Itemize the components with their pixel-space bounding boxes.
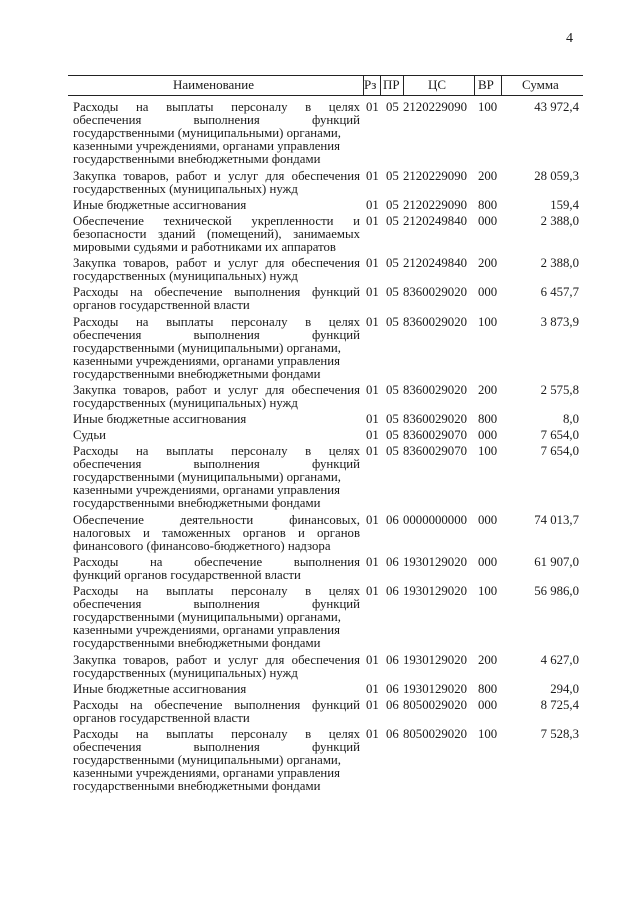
header-rz: Рз: [364, 77, 377, 92]
row-name-line: Закупка товаров, работ и услуг для обеспечения: [73, 168, 360, 183]
row-name: [73, 556, 360, 582]
row-name-line: Расходы на выплаты персоналу в целях: [73, 584, 360, 599]
row-name-line: Иные бюджетные ассигнования: [73, 412, 247, 427]
row-name: [73, 585, 360, 650]
row-name: [73, 429, 360, 442]
row-name-line: безопасности зданий (помещений), занимаемых: [73, 226, 360, 241]
row-name-line: государственных (муниципальных) нужд: [73, 665, 298, 680]
row-rz: 01: [366, 727, 379, 742]
header-cs: ЦС: [428, 77, 447, 92]
row-name-line: государственных (муниципальных) нужд: [73, 181, 298, 196]
table-header-rule: [68, 95, 583, 96]
row-rz: 01: [366, 100, 379, 114]
row-name: [73, 286, 360, 312]
row-rz: 01: [366, 682, 379, 697]
row-sum: 294,0: [550, 682, 579, 697]
row-name-line: обеспечения выполнения функций: [73, 327, 360, 342]
row-name: [73, 654, 360, 680]
row-pr: 06: [386, 698, 399, 713]
row-name: [73, 683, 360, 696]
row-cs: 2120249840: [403, 256, 467, 271]
row-name: [73, 170, 360, 196]
row-name: [73, 413, 360, 426]
row-rz: 01: [366, 428, 379, 443]
column-divider: [403, 76, 404, 95]
row-rz: 01: [366, 168, 379, 183]
row-cs: 2120229090: [403, 100, 467, 114]
row-sum: 4 627,0: [540, 652, 579, 667]
row-sum: 61 907,0: [534, 555, 579, 570]
row-vr: 000: [478, 555, 498, 570]
row-pr: 06: [386, 727, 399, 742]
row-name: [73, 384, 360, 410]
row-name-line: казенными учреждениями, органами управления: [73, 353, 340, 368]
row-name-line: Обеспечение технической укрепленности и: [73, 213, 360, 228]
row-vr: 200: [478, 168, 498, 183]
row-vr: 100: [478, 584, 498, 599]
row-cs: 0000000000: [403, 512, 467, 527]
row-name-line: Расходы на выплаты персоналу в целях: [73, 100, 360, 114]
row-pr: 05: [386, 197, 399, 212]
row-name-line: государственных (муниципальных) нужд: [73, 396, 298, 410]
row-sum: 74 013,7: [534, 512, 579, 527]
row-cs: 1930129020: [403, 682, 467, 697]
row-pr: 06: [386, 652, 399, 667]
row-name-line: государственными (муниципальными) органами,: [73, 470, 341, 485]
row-pr: 05: [386, 428, 399, 443]
row-name-line: Закупка товаров, работ и услуг для обеспечения: [73, 256, 360, 271]
row-name-line: государственными (муниципальными) органами,: [73, 753, 341, 768]
row-sum: 159,4: [550, 197, 579, 212]
row-sum: 56 986,0: [534, 584, 579, 599]
row-sum: 7 528,3: [540, 727, 579, 742]
row-sum: 2 388,0: [540, 256, 579, 271]
row-pr: 06: [386, 555, 399, 570]
header-vr: ВР: [478, 77, 494, 92]
row-name-line: Расходы на выплаты персоналу в целях: [73, 314, 360, 329]
row-sum: 6 457,7: [540, 285, 579, 300]
row-pr: 05: [386, 256, 399, 271]
row-vr: 000: [478, 213, 498, 228]
row-name: [73, 199, 360, 212]
row-rz: 01: [366, 197, 379, 212]
row-cs: 1930129020: [403, 652, 467, 667]
row-cs: 1930129020: [403, 584, 467, 599]
row-rz: 01: [366, 584, 379, 599]
row-name-line: обеспечения выполнения функций: [73, 457, 360, 472]
row-name-line: Иные бюджетные ассигнования: [73, 682, 247, 697]
row-vr: 000: [478, 698, 498, 713]
row-rz: 01: [366, 285, 379, 300]
row-sum: 43 972,4: [534, 100, 579, 114]
row-vr: 800: [478, 682, 498, 697]
row-vr: 000: [478, 285, 498, 300]
row-name-line: Расходы на выплаты персоналу в целях: [73, 727, 360, 742]
row-name-line: налоговых и таможенных органов и органов: [73, 525, 360, 540]
row-name: [73, 445, 360, 510]
row-sum: 7 654,0: [540, 428, 579, 443]
row-name-line: Расходы на обеспечение выполнения: [73, 555, 360, 570]
row-vr: 800: [478, 197, 498, 212]
row-name-line: Закупка товаров, работ и услуг для обеспечения: [73, 652, 360, 667]
row-vr: 200: [478, 256, 498, 271]
row-name-line: казенными учреждениями, органами управления: [73, 483, 340, 498]
row-name-line: государственными (муниципальными) органами,: [73, 610, 341, 625]
row-name-line: Расходы на обеспечение выполнения функций: [73, 698, 360, 713]
row-name: [73, 316, 360, 381]
row-cs: 8050029020: [403, 727, 467, 742]
row-sum: 28 059,3: [534, 168, 579, 183]
row-cs: 1930129020: [403, 555, 467, 570]
row-name-line: обеспечения выполнения функций: [73, 740, 360, 755]
row-pr: 06: [386, 584, 399, 599]
header-sum: Сумма: [522, 77, 559, 92]
row-name: [73, 514, 360, 553]
row-name: [73, 699, 360, 725]
row-pr: 05: [386, 314, 399, 329]
row-vr: 000: [478, 512, 498, 527]
page-number: 4: [566, 31, 573, 46]
row-name-line: Судьи: [73, 428, 107, 443]
row-pr: 05: [386, 383, 399, 397]
row-name-line: казенными учреждениями, органами управления: [73, 623, 340, 638]
row-name-line: Обеспечение деятельности финансовых,: [73, 512, 360, 527]
row-name-line: мировыми судьями и работниками их аппаратов: [73, 239, 336, 254]
row-pr: 05: [386, 285, 399, 300]
row-name-line: государственными внебюджетными фондами: [73, 636, 321, 651]
row-rz: 01: [366, 256, 379, 271]
row-rz: 01: [366, 512, 379, 527]
row-name-line: государственными внебюджетными фондами: [73, 496, 321, 511]
row-vr: 100: [478, 314, 498, 329]
row-name-line: органов государственной власти: [73, 711, 250, 726]
row-pr: 05: [386, 412, 399, 427]
row-name-line: государственных (муниципальных) нужд: [73, 269, 298, 284]
row-name-line: казенными учреждениями, органами управления: [73, 139, 340, 153]
row-cs: 8050029020: [403, 698, 467, 713]
row-pr: 05: [386, 444, 399, 459]
row-vr: 800: [478, 412, 498, 427]
row-sum: 8,0: [563, 412, 579, 427]
row-name-line: государственными внебюджетными фондами: [73, 779, 321, 794]
column-divider: [474, 76, 475, 95]
row-vr: 000: [478, 428, 498, 443]
row-rz: 01: [366, 412, 379, 427]
row-name-line: Закупка товаров, работ и услуг для обеспечения: [73, 383, 360, 397]
row-rz: 01: [366, 555, 379, 570]
row-pr: 05: [386, 213, 399, 228]
row-name-line: государственными (муниципальными) органами,: [73, 126, 341, 140]
row-sum: 7 654,0: [540, 444, 579, 459]
row-cs: 8360029020: [403, 383, 467, 397]
row-name-line: финансового (финансово-бюджетного) надзора: [73, 538, 331, 553]
row-name: [73, 101, 360, 166]
header-name: Наименование: [173, 77, 254, 92]
row-rz: 01: [366, 698, 379, 713]
row-cs: 8360029020: [403, 314, 467, 329]
row-cs: 8360029070: [403, 444, 467, 459]
row-pr: 06: [386, 682, 399, 697]
row-vr: 200: [478, 652, 498, 667]
row-vr: 200: [478, 383, 498, 397]
row-name-line: обеспечения выполнения функций: [73, 113, 360, 127]
row-cs: 8360029020: [403, 412, 467, 427]
row-name-line: Расходы на выплаты персоналу в целях: [73, 444, 360, 459]
row-name: [73, 257, 360, 283]
column-divider: [380, 76, 381, 95]
row-pr: 05: [386, 100, 399, 114]
row-name-line: Иные бюджетные ассигнования: [73, 197, 247, 212]
row-name: [73, 215, 360, 254]
row-vr: 100: [478, 444, 498, 459]
column-divider: [501, 76, 502, 95]
row-sum: 8 725,4: [540, 698, 579, 713]
row-pr: 05: [386, 168, 399, 183]
row-cs: 8360029070: [403, 428, 467, 443]
row-vr: 100: [478, 727, 498, 742]
row-cs: 2120249840: [403, 213, 467, 228]
table-top-rule: [68, 75, 583, 76]
row-rz: 01: [366, 314, 379, 329]
row-name-line: государственными внебюджетными фондами: [73, 366, 321, 381]
row-name: [73, 728, 360, 793]
row-rz: 01: [366, 652, 379, 667]
row-vr: 100: [478, 100, 498, 114]
row-pr: 06: [386, 512, 399, 527]
row-name-line: органов государственной власти: [73, 298, 250, 313]
row-name-line: государственными внебюджетными фондами: [73, 152, 321, 166]
row-name-line: казенными учреждениями, органами управления: [73, 766, 340, 781]
row-rz: 01: [366, 383, 379, 397]
row-name-line: обеспечения выполнения функций: [73, 597, 360, 612]
row-name-line: Расходы на обеспечение выполнения функций: [73, 285, 360, 300]
header-pr: ПР: [383, 77, 400, 92]
row-name-line: государственными (муниципальными) органами,: [73, 340, 341, 355]
row-rz: 01: [366, 444, 379, 459]
row-name-line: функций органов государственной власти: [73, 568, 301, 583]
row-sum: 2 575,8: [540, 383, 579, 397]
row-sum: 3 873,9: [540, 314, 579, 329]
row-rz: 01: [366, 213, 379, 228]
row-cs: 2120229090: [403, 168, 467, 183]
row-sum: 2 388,0: [540, 213, 579, 228]
row-cs: 8360029020: [403, 285, 467, 300]
row-cs: 2120229090: [403, 197, 467, 212]
